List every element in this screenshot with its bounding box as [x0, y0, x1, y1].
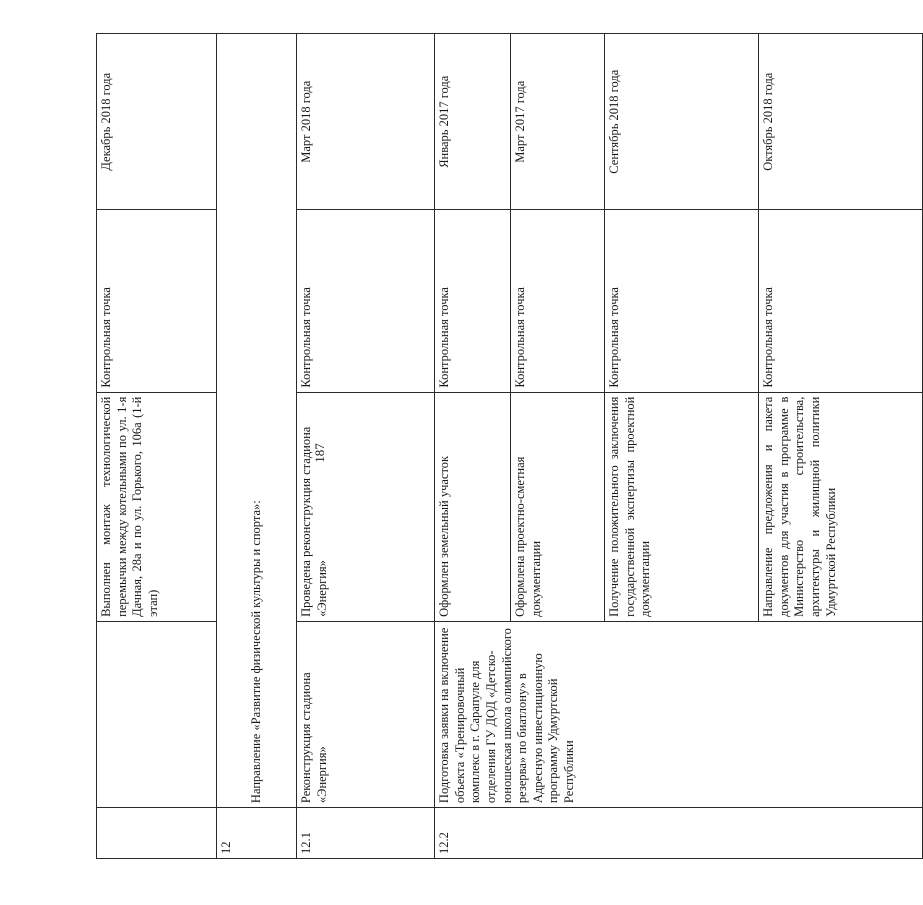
action-cell: Оформлен земельный участок	[435, 392, 511, 621]
row-number-cell	[97, 808, 217, 859]
event-name-cell	[97, 621, 217, 807]
date-cell: Декабрь 2018 года	[97, 34, 217, 210]
type-cell: Контрольная точка	[435, 210, 511, 392]
date-cell: Март 2018 года	[297, 34, 435, 210]
milestones-table	[96, 33, 923, 859]
date-cell: Март 2017 года	[511, 34, 605, 210]
section-title: Направление «Развитие физической культуры и спорта»:	[217, 34, 297, 808]
page-number: 187	[312, 443, 327, 463]
date-cell: Январь 2017 года	[435, 34, 511, 210]
date-cell: Сентябрь 2018 года	[605, 34, 759, 210]
action-cell: Выполнен монтаж технологической перемычки между котельными по ул. 1-я Дачная, 28а и по ул. Горького, 106а (1-й этап)	[97, 392, 217, 621]
event-name-cell: Подготовка заявки на включение объекта «Тренировочный комплекс в г. Сарапуле для отделения ГУ ДОД «Детско-юношеская школа олимпийского резерва» по биатлону» в Адресную инвестиционную программу Удмуртской Республики	[435, 621, 923, 807]
section-row	[217, 34, 297, 859]
table-row	[97, 34, 217, 859]
date-cell: Октябрь 2018 года	[759, 34, 923, 210]
row-number-cell: 12.1	[297, 808, 435, 859]
table-row	[435, 34, 511, 859]
action-cell: Направление предложения и пакета документов для участия в программе в Министерство строительства, архитектуры и жилищной политики Удмуртской Республики	[759, 392, 923, 621]
section-number-cell: 12	[217, 808, 297, 859]
type-cell: Контрольная точка	[605, 210, 759, 392]
type-cell: Контрольная точка	[297, 210, 435, 392]
type-cell: Контрольная точка	[97, 210, 217, 392]
type-cell: Контрольная точка	[511, 210, 605, 392]
type-cell: Контрольная точка	[759, 210, 923, 392]
action-cell: Получение положительного заключения государственной экспертизы проектной документации	[605, 392, 759, 621]
action-cell: Оформлена проектно-сметная документации	[511, 392, 605, 621]
event-name-cell: Реконструкция стадиона «Энергия»	[297, 621, 435, 807]
table-row	[297, 34, 435, 859]
action-cell: Проведена реконструкция стадиона «Энергия»	[297, 392, 435, 621]
row-number-cell: 12.2	[435, 808, 923, 859]
